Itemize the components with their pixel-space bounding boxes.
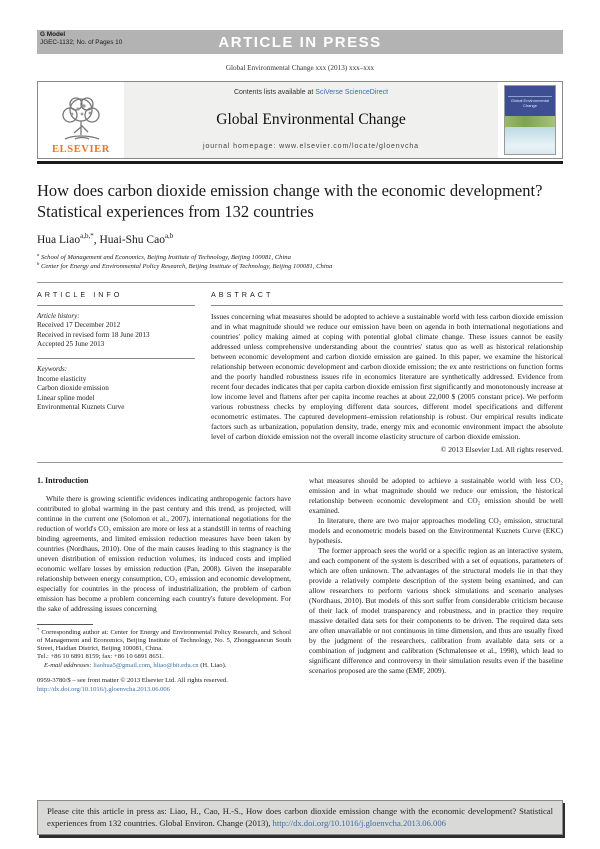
affiliation-b [37,260,563,272]
article-in-press-banner [37,30,563,54]
g-model-label: G Model [40,31,66,38]
contents-list-line [234,89,388,96]
keyword-1: Income elasticity [37,374,87,383]
affiliation-b-sup: b [37,260,40,266]
cover-top-band [505,86,555,116]
cite-doi-link[interactable]: http://dx.doi.org/10.1016/j.gloenvcha.2013.06.006 [272,817,446,828]
issn-copyright-block [37,677,291,694]
abstract-text: Issues concerning what measures should be adopted to achieve a sustainable world with less carbon dioxide emission and in what magnitude should we reduce our emission have been on agenda in both international negotiations and countries' policy making aimed at coping with potential global climate change. These issues cannot be easily addressed unless comprehensive understanding about the countries' status quo as well as historical relationship between economic development and carbon dioxide emission are gained. In this paper, we examine the historical relationship between economic development and carbon dioxide emission; the ex ante restrictions on function forms and the poorly handled robustness issues rife in economics literature are synthetically addressed. Evidence from recent four decades indicates that per capita carbon dioxide emission first significantly and monotonously increase at low income level and flattens after per capita income reaches at about 22,000 $ (2005 constant price). We perform various robustness checks by employing different data sources, different model specifications and different econometric estimates. The captured development–emission relationship is robust. Our empirical results indicate factors such as urbanization, population density, trade, energy mix and economic environment impact the absolute level of carbon dioxide emission not the overall income elasticity structure of carbon dioxide emission. [211,311,563,441]
corresponding-asterisk: * [37,626,40,632]
article-history [37,312,195,350]
author-2-affiliation-sup: a,b [164,232,174,241]
article-info-heading: ARTICLE INFO [37,289,123,299]
affiliation-a-text: School of Management and Economics, Beijing Institute of Technology, Beijing 100081, China [39,254,291,261]
right-column [309,476,563,800]
elsevier-wordmark: ELSEVIER [52,144,110,155]
journal-header [37,81,563,159]
please-cite-box [37,800,563,835]
cover-sky-band [505,127,555,154]
keywords-block [37,358,195,413]
author-separator: , [93,234,100,246]
email-suffix: (H. Liao). [198,661,227,669]
article-info-column [37,290,195,454]
keywords-label: Keywords: [37,364,68,373]
article-history-label: Article history: [37,311,80,320]
affiliation-a-sup: a [37,251,40,257]
header-rule [37,161,563,164]
footnote-block [37,624,291,670]
email-link-2[interactable]: hliao@bit.edu.cn [153,661,199,669]
affiliation-b-text: Center for Energy and Environmental Policy Research, Beijing Institute of Technology, Beijing 100081, China [39,262,333,270]
affiliation-a [37,251,563,263]
abstract-copyright: © 2013 Elsevier Ltd. All rights reserved. [440,444,563,454]
keyword-2: Carbon dioxide emission [37,384,109,393]
keyword-4: Environmental Kuznets Curve [37,403,125,412]
abstract-rule [211,305,563,306]
sciverse-sciencedirect-link[interactable]: SciVerse ScienceDirect [315,89,389,96]
journal-masthead [124,82,498,158]
article-title: How does carbon dioxide emission change with the economic development? Statistical experiences from 132 countries [37,181,543,221]
issn-line: 0959-3780/$ – see front matter © 2013 Elsevier Ltd. All rights reserved. [37,677,228,685]
history-accepted: Accepted 25 June 2013 [37,340,105,349]
journal-cover-cell [498,82,562,158]
history-received: Received 17 December 2012 [37,321,121,330]
affiliations [37,251,563,272]
g-model-code: JGEC-1132; No. of Pages 10 [40,39,123,46]
elsevier-tree-icon [55,95,107,143]
info-abstract-section [37,282,563,463]
body-columns [37,476,563,800]
left-column [37,476,291,800]
article-in-press-title: ARTICLE IN PRESS [218,33,382,51]
journal-reference-line: Global Environmental Change xxx (2013) xxx–xxx [225,64,375,72]
journal-title: Global Environmental Change [216,110,406,128]
footnote-rule [37,624,93,625]
abstract-heading: ABSTRACT [211,289,274,299]
email-separator: , [150,661,154,669]
g-model-info [40,31,122,47]
email-line [37,662,291,670]
cover-title-text: Global Environmental Change [508,96,552,108]
introduction-paragraph-right-3: The former approach sees the world or a specific region as an interactive system, and each component of the system is described with a set of equations, parameters of which are often unknown. The advantages of the structural models lie in that they provide a relatively complete description of the system being examined, and can allow researchers to perform various shock simulations and scenario analyses (Nordhaus, 2010). But models of this sort suffer from considerable criticism because of their lack of model transparency and robustness, and in practice they require massive detailed data sets for their components to be driven. The required data sets are often unavailable or not continuous in time dimension, and thus are usually fixed by the judgment of the researchers, calibration from available data sets or a combination of judgment and calibration (Schmalensee et al., 1998), which lead to significant difference and controversy in their simulation results even if the baseline scenarios proposed are the same (EMF, 2009). [309,545,563,675]
corresponding-text: Corresponding author at: Center for Energy and Environmental Policy Research, and School of Management and Economics, Beijing Institute of Technology, No. 5, Zhongguancun South Street, Haidian District, Beijing 100081, China. [37,628,291,653]
email-label: E-mail addresses: [44,661,92,669]
introduction-paragraph-right-2: In literature, there are two major approaches modeling CO₂ emission, structural models and econometric models based on the Environmental Kuznets Curve (EKC) hypothesis. [309,515,563,545]
journal-homepage-link[interactable]: journal homepage: www.elsevier.com/locate/gloenvcha [203,143,419,150]
introduction-heading: 1. Introduction [37,475,89,485]
introduction-paragraph-left: While there is growing scientific evidences indicating anthropogenic factors have contributed to global warming in the past century and this trend, as projected, will continue in the current one (Solomon et al., 2007), international negotiations for the reduction of world's CO₂ emission are more or less at a standstill in terms of reaching binding agreements, and limited emission reduction measures have been taken by countries (Nordhaus, 2010). One of the main causes leading to this stagnancy is the uneven distribution of emission reduction volumes, its induced costs and implied economic welfare losses by emission reduction (Pan, 2008). Given the inseparable relationship between energy consumption, CO₂ emission and economic development, especially for countries in the process of industrialization, the problem of carbon emission has become a problem concerning each country's future development. For the sake of addressing issues concerning [37,493,291,613]
cover-green-band [505,116,555,127]
article-info-rule [37,305,195,306]
corresponding-author-note [37,626,291,654]
introduction-paragraph-right-1: what measures should be adopted to achieve a sustainable world with less CO₂ emission and in what magnitude should we reduce our emission, the historical relationship between economic development and CO₂ emission should be well examined. [309,475,563,515]
journal-cover-thumbnail[interactable] [504,85,556,155]
abstract-column [211,290,563,454]
keyword-3: Linear spline model [37,393,95,402]
elsevier-logo[interactable] [38,82,124,158]
tel-fax-line: Tel.: +86 10 6891 8159; fax: +86 10 6891 8651. [37,653,164,661]
author-1-affiliation-sup: a,b,* [80,232,94,241]
history-revised: Received in revised form 18 June 2013 [37,330,150,339]
doi-link[interactable]: http://dx.doi.org/10.1016/j.gloenvcha.2013.06.006 [37,685,171,693]
author-line [37,234,563,246]
email-link-1[interactable]: liaohua5@gmail.com [93,661,151,669]
contents-prefix-text: Contents lists available at [233,89,316,96]
author-2-name: Huai-Shu Cao [99,234,165,246]
author-1-name: Hua Liao [37,234,81,246]
cite-text: Please cite this article in press as: Liao, H., Cao, H.-S., How does carbon dioxide emission change with the economic development? Statistical experiences from 132 countries. Global Environ. Change (2013), [47,806,553,828]
